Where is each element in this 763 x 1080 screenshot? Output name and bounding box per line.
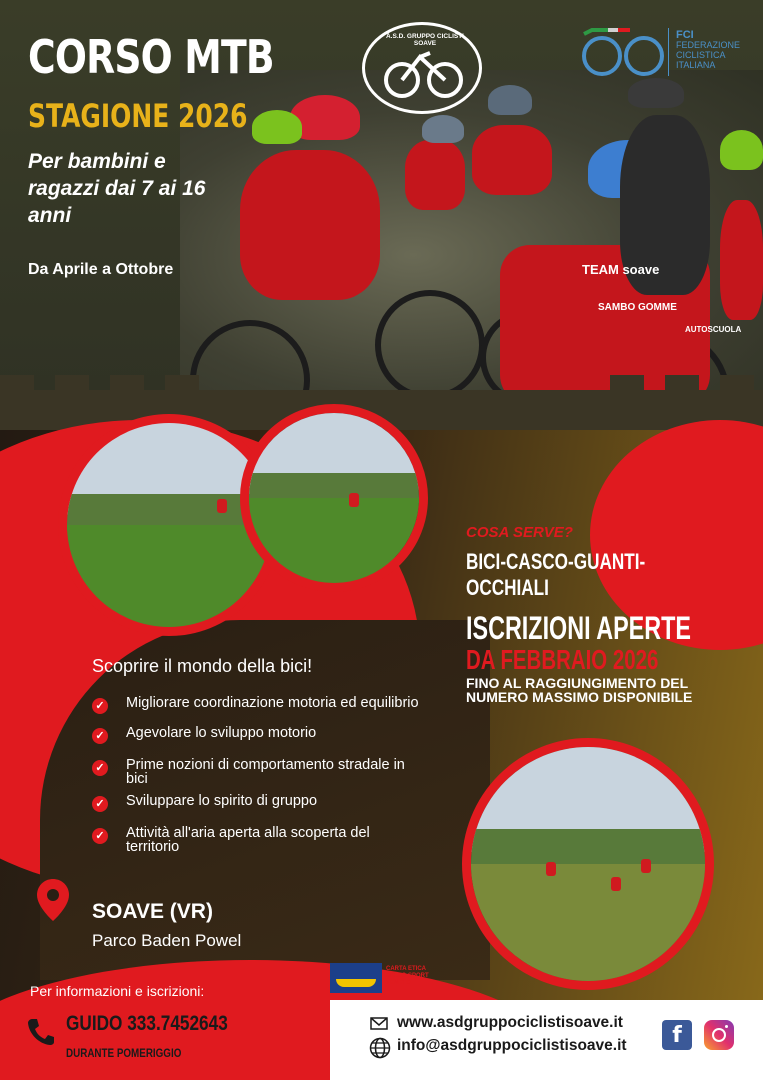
carta-etica-line: VENETO <box>386 980 411 986</box>
grass <box>249 498 419 583</box>
website-link[interactable]: www.asdgruppociclistisoave.it <box>397 1014 623 1031</box>
benefit-text: Sviluppare lo spirito di gruppo <box>126 793 318 809</box>
mail-icon <box>370 1017 388 1030</box>
age-range: Per bambini e ragazzi dai 7 ai 16 anni <box>28 150 206 227</box>
rider <box>217 499 227 513</box>
check-circle-icon: ✓ <box>92 760 108 776</box>
check-circle-icon: ✓ <box>92 728 108 744</box>
rider-helmet <box>720 130 763 170</box>
check-circle-icon: ✓ <box>92 796 108 812</box>
fci-bicycle-icon <box>578 28 670 78</box>
registration-start: DA FEBBRAIO 2026 <box>466 644 659 675</box>
shirt-sponsor: AUTOSCUOLA <box>685 325 742 334</box>
carta-etica-mark <box>336 979 376 987</box>
course-period: Da Aprile a Ottobre <box>28 261 174 278</box>
benefit-text: Attività all'aria aperta alla scoperta del territorio <box>126 825 370 855</box>
rider <box>546 862 556 876</box>
contact-hours: DURANTE POMERIGGIO <box>66 1046 182 1060</box>
shirt-brand: TEAM soave <box>582 262 660 277</box>
carta-etica-line: CARTA ETICA <box>386 966 426 972</box>
location-city: SOAVE (VR) <box>92 900 213 923</box>
rider-helmet <box>422 115 464 143</box>
bike-wheel <box>375 290 485 400</box>
map-pin-icon <box>36 878 70 922</box>
rider <box>349 493 359 507</box>
facebook-icon[interactable]: f <box>662 1020 692 1050</box>
photo-circle-2 <box>240 404 428 592</box>
registration-note: FINO AL RAGGIUNGIMENTO DEL NUMERO MASSIMO DISPONIBILE <box>466 675 693 705</box>
location-park: Parco Baden Powel <box>92 931 242 950</box>
check-circle-icon: ✓ <box>92 698 108 714</box>
rider-jersey <box>240 150 380 300</box>
poster-title: CORSO MTB <box>28 30 274 84</box>
rider-helmet <box>488 85 532 115</box>
fci-name-line: FEDERAZIONE <box>676 40 741 50</box>
coach-cap <box>628 78 684 108</box>
rider-jersey <box>405 140 465 210</box>
benefit-text: Migliorare coordinazione motoria ed equilibrio <box>126 695 419 711</box>
fci-abbr: FCI <box>676 29 694 41</box>
rider <box>611 877 621 891</box>
fci-logo <box>578 28 758 78</box>
instagram-ring <box>712 1028 726 1042</box>
rider-jersey <box>720 200 763 320</box>
benefit-text: Prime nozioni di comportamento stradale in bici <box>126 757 405 787</box>
rider-helmet <box>252 110 302 144</box>
carta-etica-logo <box>330 963 440 993</box>
grass <box>67 525 271 627</box>
carta-etica-line: DELLO SPORT <box>386 973 429 979</box>
carta-etica-text <box>386 966 429 987</box>
rider-jersey <box>472 125 552 195</box>
fci-name-line: ITALIANA <box>676 60 716 70</box>
season-label: STAGIONE 2026 <box>28 97 248 135</box>
club-logo-text: A.S.D. GRUPPO CICLISTI SOAVE <box>385 33 464 47</box>
contact-label: Per informazioni e iscrizioni: <box>30 983 205 999</box>
benefits-heading: Scoprire il mondo della bici! <box>92 656 313 676</box>
phone-icon <box>26 1016 56 1046</box>
grass <box>471 864 705 981</box>
club-logo <box>362 22 482 114</box>
requirements-question: COSA SERVE? <box>466 524 573 541</box>
instagram-icon[interactable] <box>704 1020 734 1050</box>
email-link[interactable]: info@asdgruppociclistisoave.it <box>397 1037 627 1054</box>
globe-icon <box>369 1037 391 1059</box>
fci-name-line: CICLISTICA <box>676 50 726 60</box>
photo-circle-3 <box>462 738 714 990</box>
fci-text <box>676 30 740 70</box>
phone-number[interactable]: GUIDO 333.7452643 <box>66 1012 228 1035</box>
rider <box>641 859 651 873</box>
instagram-dot <box>725 1025 728 1028</box>
carta-etica-mark <box>330 963 382 993</box>
registration-headline: ISCRIZIONI APERTE <box>466 610 691 646</box>
requirements-list: BICI-CASCO-GUANTI-OCCHIALI <box>466 549 646 600</box>
benefit-text: Agevolare lo sviluppo motorio <box>126 725 317 741</box>
shirt-sponsor: SAMBO GOMME <box>598 302 677 313</box>
fci-divider <box>668 28 669 76</box>
check-circle-icon: ✓ <box>92 828 108 844</box>
